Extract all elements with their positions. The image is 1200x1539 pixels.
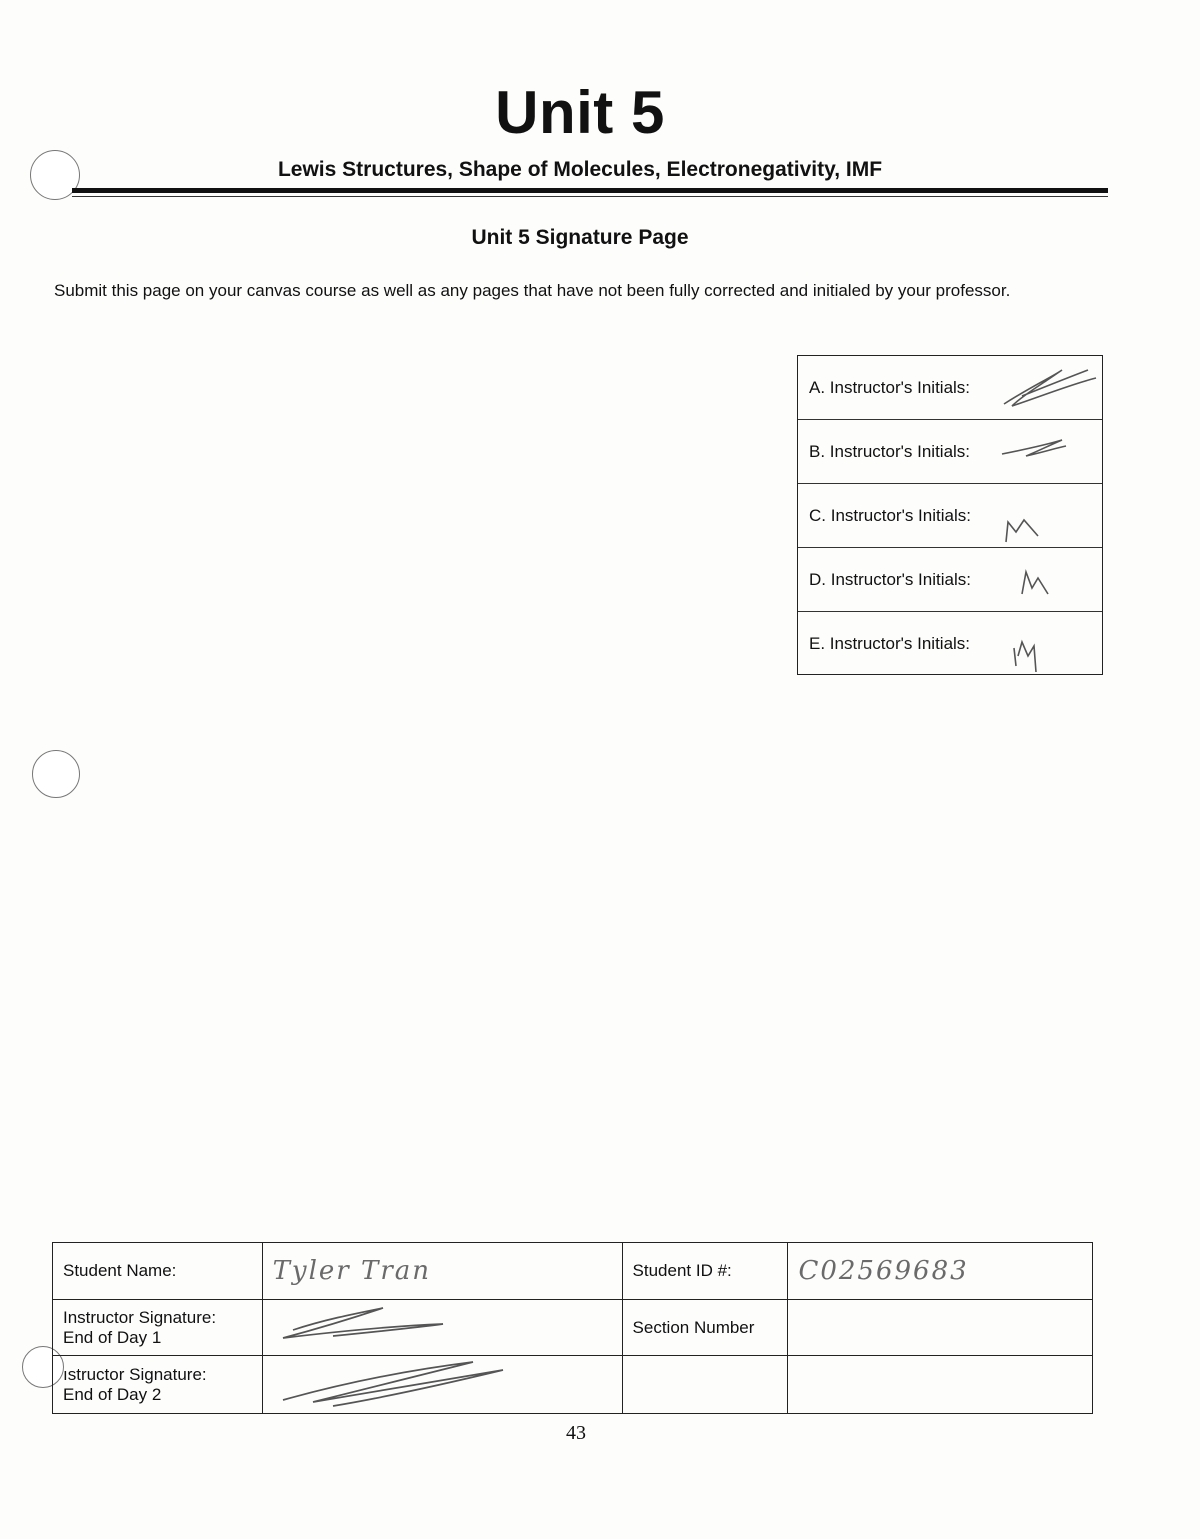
initials-label-d: D. Instructor's Initials: <box>809 570 971 589</box>
instructor-signature-day1-field[interactable] <box>262 1300 622 1356</box>
handwritten-initials-e <box>992 612 1102 676</box>
handwritten-initials-a <box>992 356 1102 420</box>
instructor-signature-day1-label <box>53 1300 263 1356</box>
initials-row-b <box>798 420 1102 484</box>
instructor-signature-day2-label-line1: ıstructor Signature: <box>63 1364 207 1384</box>
instructor-signature-day1-label-line1: Instructor Signature: <box>63 1307 217 1327</box>
handwritten-signature-day1 <box>273 1300 513 1350</box>
student-id-field[interactable] <box>788 1243 1093 1300</box>
handwritten-initials-c <box>992 484 1102 548</box>
initials-label-b: B. Instructor's Initials: <box>809 442 971 461</box>
student-name-value: Tyler Tran <box>272 1256 432 1286</box>
instructor-signature-day2-label-line2: End of Day 2 <box>63 1384 162 1404</box>
empty-cell <box>622 1356 788 1414</box>
initials-row-e <box>798 612 1102 676</box>
instructor-signature-day1-label-line2: End of Day 1 <box>63 1327 162 1347</box>
empty-cell <box>788 1356 1093 1414</box>
handwritten-signature-day2 <box>273 1356 533 1408</box>
page-number: 43 <box>566 1422 586 1444</box>
initials-checklist <box>797 355 1103 675</box>
instructions-text: Submit this page on your canvas course as well as any pages that have not been fully corrected and initialed by your professor. <box>54 281 1011 300</box>
handwritten-initials-b <box>992 420 1102 484</box>
punch-hole-middle <box>32 750 80 798</box>
initials-label-c: C. Instructor's Initials: <box>809 506 971 525</box>
instructor-signature-day2-field[interactable] <box>262 1356 622 1414</box>
initials-row-c <box>798 484 1102 548</box>
section-number-field[interactable] <box>788 1300 1093 1356</box>
student-name-field[interactable] <box>262 1243 622 1300</box>
initials-row-a <box>798 356 1102 420</box>
section-title: Unit 5 Signature Page <box>471 226 689 249</box>
student-name-label: Student Name: <box>53 1243 263 1300</box>
initials-label-e: E. Instructor's Initials: <box>809 634 971 653</box>
initials-row-d <box>798 548 1102 612</box>
handwritten-initials-d <box>992 548 1102 612</box>
student-id-value: C02569683 <box>798 1256 969 1286</box>
student-id-label: Student ID #: <box>622 1243 788 1300</box>
header-rule-thin <box>72 196 1108 197</box>
student-info-table <box>52 1242 1093 1414</box>
instructor-signature-day2-label <box>53 1356 263 1414</box>
header-rule <box>72 188 1108 193</box>
initials-label-a: A. Instructor's Initials: <box>809 378 971 397</box>
page-title: Unit 5 <box>495 79 665 146</box>
page-subtitle: Lewis Structures, Shape of Molecules, Electronegativity, IMF <box>277 158 883 181</box>
section-number-label: Section Number <box>622 1300 788 1356</box>
